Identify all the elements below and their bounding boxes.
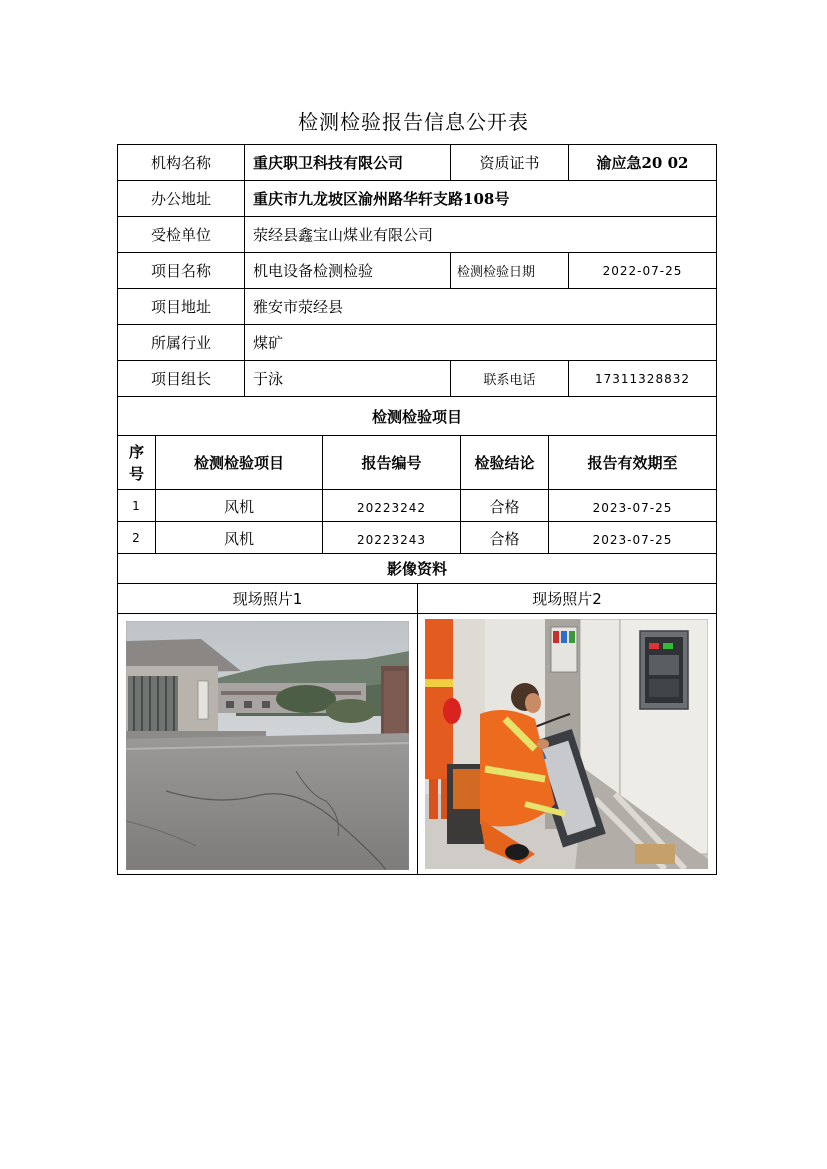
photo-labels-row xyxy=(118,584,716,614)
media-heading: 影像资料 xyxy=(386,560,447,578)
row-index: 1 xyxy=(118,490,156,521)
leader-value: 于泳 xyxy=(245,361,451,396)
address-value: 重庆市九龙坡区渝州路华轩支路108号 xyxy=(253,190,510,208)
table-row xyxy=(118,490,716,522)
project-value: 机电设备检测检验 xyxy=(245,253,451,288)
col-header-conclusion: 检验结论 xyxy=(461,436,549,489)
photo1-label: 现场照片1 xyxy=(118,584,418,613)
table-row xyxy=(118,522,716,554)
row-index: 2 xyxy=(118,522,156,553)
industry-value: 煤矿 xyxy=(253,334,284,352)
row-conclusion: 合格 xyxy=(461,490,549,521)
project-row xyxy=(118,253,716,289)
photos-row xyxy=(118,614,716,874)
row-report-no: 20223242 xyxy=(323,490,461,521)
cert-label: 资质证书 xyxy=(451,145,569,180)
row-valid-until: 2023-07-25 xyxy=(592,500,673,515)
phone-value: 17311328832 xyxy=(595,371,690,386)
page-title: 检测检验报告信息公开表 xyxy=(298,110,529,134)
cert-value: 渝应急20 02 xyxy=(596,154,689,172)
items-header-row xyxy=(118,436,716,490)
col-header-index: 序号 xyxy=(118,436,156,489)
site-row xyxy=(118,289,716,325)
site-photo-2 xyxy=(425,619,708,869)
site-value: 雅安市荥经县 xyxy=(253,298,344,316)
client-label: 受检单位 xyxy=(118,217,245,252)
org-label: 机构名称 xyxy=(118,145,245,180)
org-value: 重庆职卫科技有限公司 xyxy=(245,145,451,180)
industry-row xyxy=(118,325,716,361)
leader-row xyxy=(118,361,716,397)
address-label: 办公地址 xyxy=(118,181,245,216)
leader-label: 项目组长 xyxy=(118,361,245,396)
report-table xyxy=(117,144,717,875)
row-item: 风机 xyxy=(156,490,323,521)
row-conclusion: 合格 xyxy=(461,522,549,553)
col-header-valid-until: 报告有效期至 xyxy=(587,454,678,472)
row-item: 风机 xyxy=(156,522,323,553)
photo2-label: 现场照片2 xyxy=(532,590,602,608)
row-valid-until: 2023-07-25 xyxy=(592,532,673,547)
client-value: 荥经县鑫宝山煤业有限公司 xyxy=(253,226,434,244)
site-photo-1 xyxy=(126,621,409,870)
items-heading-row xyxy=(118,397,716,436)
date-label: 检测检验日期 xyxy=(451,253,569,288)
project-label: 项目名称 xyxy=(118,253,245,288)
items-heading: 检测检验项目 xyxy=(371,407,462,426)
org-row xyxy=(118,145,716,181)
address-row xyxy=(118,181,716,217)
col-header-item: 检测检验项目 xyxy=(156,436,323,489)
client-row xyxy=(118,217,716,253)
row-report-no: 20223243 xyxy=(323,522,461,553)
phone-label: 联系电话 xyxy=(451,361,569,396)
media-heading-row xyxy=(118,554,716,584)
col-header-report-no: 报告编号 xyxy=(323,436,461,489)
industry-label: 所属行业 xyxy=(118,325,245,360)
date-value: 2022-07-25 xyxy=(602,263,683,278)
site-label: 项目地址 xyxy=(118,289,245,324)
